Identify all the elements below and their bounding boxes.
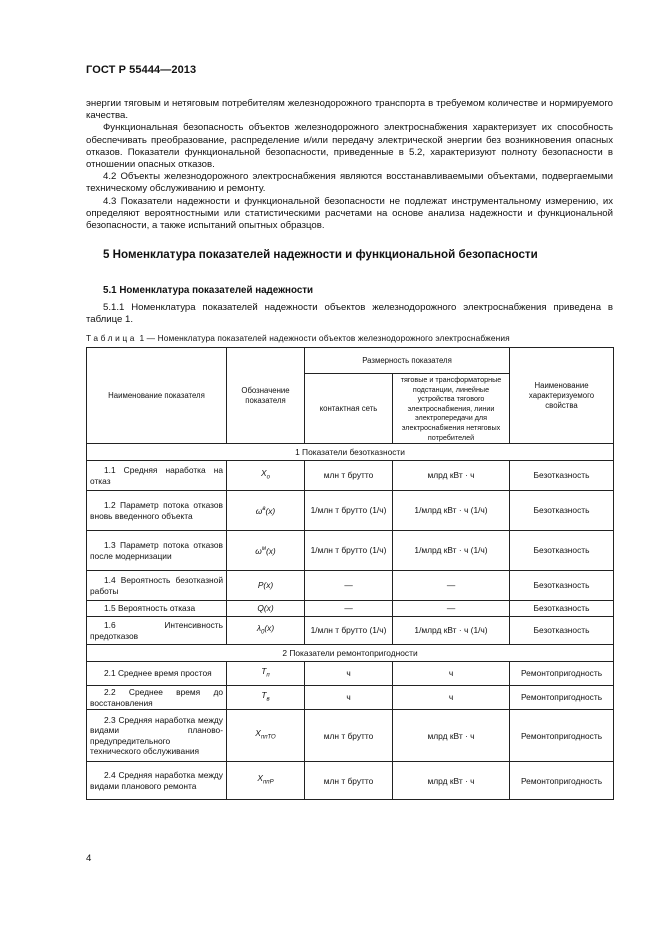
indicator-symbol-cell [227, 491, 305, 531]
header-dimension: Размерность показателя [305, 348, 510, 374]
indicator-symbol: λ [256, 623, 261, 634]
indicator-symbol: T [261, 666, 267, 677]
indicator-symbol: X [255, 728, 261, 739]
characterized-property: Безотказность [510, 531, 614, 571]
header-symbol: Обозначение показателя [227, 348, 305, 444]
table-row [87, 710, 614, 762]
indicator-name: 2.1 Среднее время простоя [104, 668, 212, 679]
unit-substations: — [393, 571, 510, 601]
table-row [87, 531, 614, 571]
table-row [87, 491, 614, 531]
indicator-symbol-argument: (x) [265, 506, 276, 517]
indicator-symbol: X [257, 773, 263, 784]
indicator-name: 1.2 Параметр потока отказов вновь введенного объекта [90, 500, 223, 521]
indicator-symbol: Q [257, 603, 264, 614]
indicator-symbol-cell [227, 686, 305, 710]
table-group-row [87, 444, 614, 461]
indicator-symbol-subscript: ппР [262, 779, 274, 786]
indicator-name: 2.3 Средняя наработка между видами планово-предупредительного технического обслуживания [90, 714, 223, 757]
indicator-symbol-cell [227, 617, 305, 645]
unit-substations: млрд кВт · ч [393, 710, 510, 762]
indicator-name-cell [87, 601, 227, 617]
indicator-symbol-cell [227, 531, 305, 571]
unit-contact-network: 1/млн т брутто (1/ч) [305, 617, 393, 645]
indicator-name: 1.1 Средняя наработка на отказ [90, 465, 223, 486]
table-row [87, 762, 614, 800]
header-property: Наименование характеризуемого свойства [510, 348, 614, 444]
document-header: ГОСТ Р 55444—2013 [86, 64, 197, 76]
indicator-symbol: T [261, 690, 267, 701]
subsection-text-block [86, 302, 613, 326]
paragraph-functional-safety: Функциональная безопасность объектов железнодорожного электроснабжения характеризует их способность обеспечивать преобразование, распределение и/или передачу электрической энергии без возникновения опасных отказов. Показатели функциональной безопасности, приведенные в 5.2, характеризуют полноту безопасности в отношении опасных отказов. [86, 122, 613, 171]
unit-substations: млрд кВт · ч [393, 762, 510, 800]
section-title: 5 Номенклатура показателей надежности и функциональной безопасности [103, 248, 538, 261]
indicator-symbol-subscript: в [266, 696, 270, 703]
table-row [87, 662, 614, 686]
characterized-property: Ремонтопригодность [510, 662, 614, 686]
paragraph-continuation: энергии тяговым и нетяговым потребителям железнодорожного транспорта в требуемом количестве и нормируемого качества. [86, 98, 613, 122]
unit-contact-network: 1/млн т брутто (1/ч) [305, 531, 393, 571]
indicator-symbol-argument: (x) [264, 623, 275, 634]
unit-contact-network: 1/млн т брутто (1/ч) [305, 491, 393, 531]
indicator-symbol: P [257, 580, 264, 591]
table-caption-label: Таблица [86, 333, 138, 343]
characterized-property: Ремонтопригодность [510, 710, 614, 762]
indicator-name: 2.2 Среднее время до восстановления [90, 687, 223, 708]
indicator-symbol: ω [255, 506, 263, 517]
characterized-property: Ремонтопригодность [510, 762, 614, 800]
indicator-symbol-cell [227, 662, 305, 686]
table-group-title: 2 Показатели ремонтопригодности [87, 645, 614, 662]
indicator-symbol-cell [227, 601, 305, 617]
unit-contact-network: ч [305, 662, 393, 686]
indicator-name: 1.3 Параметр потока отказов после модернизации [90, 540, 223, 561]
indicator-name-cell [87, 461, 227, 491]
table-body [87, 444, 614, 800]
table-row [87, 686, 614, 710]
unit-contact-network: млн т брутто [305, 762, 393, 800]
indicator-name-cell [87, 617, 227, 645]
paragraph-4-2: 4.2 Объекты железнодорожного электроснабжения являются восстанавливаемыми объектами, подвергаемыми техническому обслуживанию и ремонту. [86, 171, 613, 195]
unit-substations: 1/млрд кВт · ч (1/ч) [393, 617, 510, 645]
unit-substations: 1/млрд кВт · ч (1/ч) [393, 491, 510, 531]
indicator-symbol-cell [227, 461, 305, 491]
unit-substations: ч [393, 686, 510, 710]
indicator-symbol-subscript: 0 [261, 629, 265, 636]
indicator-symbol-argument: (x) [265, 546, 276, 557]
indicator-symbol-subscript: ппТО [260, 734, 276, 741]
header-substations: тяговые и трансформаторные подстанции, линейные устройства тягового электроснабжения, линии электропередачи для электроснабжения нетяговых потребителей [393, 374, 510, 444]
indicator-name-cell [87, 531, 227, 571]
table-group-row [87, 645, 614, 662]
table-row [87, 617, 614, 645]
indicator-name-cell [87, 662, 227, 686]
table-row [87, 571, 614, 601]
characterized-property: Безотказность [510, 571, 614, 601]
reliability-indicators-table [86, 347, 614, 800]
indicator-symbol: X [261, 468, 267, 479]
header-indicator-name: Наименование показателя [87, 348, 227, 444]
unit-substations: млрд кВт · ч [393, 461, 510, 491]
unit-contact-network: — [305, 571, 393, 601]
characterized-property: Безотказность [510, 601, 614, 617]
body-text-block [86, 98, 613, 232]
unit-substations: 1/млрд кВт · ч (1/ч) [393, 531, 510, 571]
indicator-name: 2.4 Средняя наработка между видами планового ремонта [90, 770, 223, 791]
page-number: 4 [86, 853, 92, 864]
unit-substations: ч [393, 662, 510, 686]
characterized-property: Ремонтопригодность [510, 686, 614, 710]
indicator-name-cell [87, 710, 227, 762]
characterized-property: Безотказность [510, 617, 614, 645]
indicator-name-cell [87, 686, 227, 710]
header-contact-network: контактная сеть [305, 374, 393, 444]
table-group-title: 1 Показатели безотказности [87, 444, 614, 461]
indicator-name-cell [87, 491, 227, 531]
subsection-title: 5.1 Номенклатура показателей надежности [103, 285, 314, 296]
indicator-name: 1.6 Интенсивность предотказов [90, 620, 223, 641]
characterized-property: Безотказность [510, 491, 614, 531]
indicator-symbol-argument: (x) [263, 603, 274, 614]
characterized-property: Безотказность [510, 461, 614, 491]
unit-contact-network: — [305, 601, 393, 617]
indicator-symbol-subscript: о [266, 474, 270, 481]
paragraph-4-3: 4.3 Показатели надежности и функциональной безопасности не подлежат инструментальному измерению, их определяют вероятностными или статистическими расчетами на основе анализа надежности и функциональной безопасности, а также испытаний опытных образцов. [86, 195, 613, 232]
indicator-symbol-subscript: п [266, 672, 270, 679]
indicator-name: 1.5 Вероятность отказа [104, 603, 196, 614]
indicator-symbol-cell [227, 710, 305, 762]
unit-contact-network: млн т брутто [305, 461, 393, 491]
indicator-symbol: ω [255, 546, 262, 557]
indicator-name-cell [87, 762, 227, 800]
indicator-symbol-superscript: в [262, 506, 266, 513]
table-row [87, 461, 614, 491]
unit-contact-network: млн т брутто [305, 710, 393, 762]
table-caption-text: 1 — Номенклатура показателей надежности объектов железнодорожного электроснабжения [139, 333, 510, 343]
unit-contact-network: ч [305, 686, 393, 710]
table-row [87, 601, 614, 617]
indicator-name-cell [87, 571, 227, 601]
indicator-symbol-superscript: м [261, 546, 266, 553]
indicator-symbol-argument: (x) [263, 580, 274, 591]
indicator-symbol-cell [227, 762, 305, 800]
unit-substations: — [393, 601, 510, 617]
indicator-symbol-cell [227, 571, 305, 601]
paragraph-5-1-1: 5.1.1 Номенклатура показателей надежности объектов железнодорожного электроснабжения приведена в таблице 1. [86, 302, 613, 326]
indicator-name: 1.4 Вероятность безотказной работы [90, 575, 223, 596]
table-caption [86, 333, 510, 343]
